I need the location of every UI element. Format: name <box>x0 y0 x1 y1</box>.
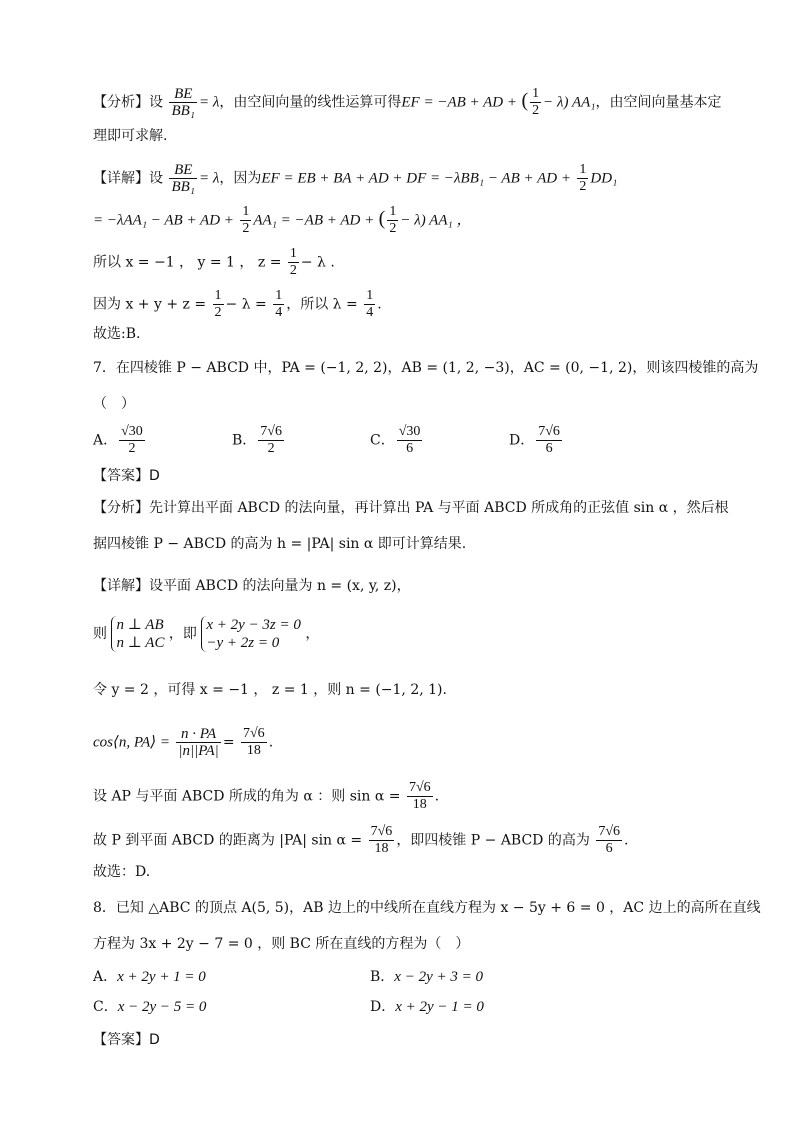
q7-option-a[interactable]: A． $\frac{√30}{2}$ <box>93 424 143 456</box>
math: − λ) AA₁ <box>543 94 596 111</box>
q7-choice: 故选：D. <box>93 864 151 880</box>
fraction: $\frac{BE}{\text{BB₁}}$ <box>171 86 195 119</box>
math: = λ <box>199 94 220 111</box>
q8-option-b[interactable]: B．x − 2y + 3 = 0 <box>370 969 483 985</box>
q6-choice: 故选:B. <box>93 326 141 342</box>
q6-analysis-line1: 【分析】设 $\frac{BE}{\text{BB₁}}$ = λ，由空间向量的线性运算可得EF = −AB + AD + ( $\frac{1}{2}$ − λ) AA₁，由空间向量基本定 <box>93 86 722 119</box>
q7-option-c[interactable]: C． $\frac{√30}{6}$ <box>370 424 421 456</box>
math: = −λAA₁ − AB + AD + <box>93 212 234 229</box>
q8-option-c[interactable]: C．x − 2y − 5 = 0 <box>93 999 207 1015</box>
q8-stem-line1: 8．已知 △ABC 的顶点 A(5, 5)，AB 边上的中线所在直线方程为 x − 5y + 6 = 0 ，AC 边上的高所在直线 <box>93 900 761 916</box>
q7-angle-line: 设 AP 与平面 ABCD 所成的角为 α ：则 sin α = $\frac{7√6}{18}$ . <box>93 780 440 812</box>
math: EF = −AB + AD + <box>401 94 517 111</box>
q7-paren: （ ） <box>93 396 135 412</box>
q7-option-b[interactable]: B． $\frac{7√6}{2}$ <box>232 424 282 456</box>
q6-detail-line2: = −λAA₁ − AB + AD + $\frac{1}{2}$ AA₁ = −AB + AD + ( $\frac{1}{2}$ − λ) AA₁ ， <box>93 204 472 236</box>
q6-analysis-line2: 理即可求解. <box>93 128 168 144</box>
fraction: $\frac{1}{2}$ <box>242 204 250 236</box>
fraction: $\frac{1}{2}$ <box>532 86 540 118</box>
analysis-text: ，由空间向量基本定 <box>595 94 722 111</box>
q7-option-d[interactable]: D． $\frac{7√6}{6}$ <box>509 424 560 456</box>
q7-distance-line: 故 P 到平面 ABCD 的距离为 |PA| sin α = $\frac{7√6}{18}$ ，即四棱锥 P − ABCD 的高为 $\frac{7√6}{6}$ . <box>93 824 629 856</box>
q6-detail-line1: 【详解】设 $\frac{BE}{\text{BB₁}}$ = λ，因为EF = EB + BA + AD + DF = −λBB₁ − AB + AD + $\frac{1}{2}$ DD₁ <box>93 162 618 195</box>
fraction: $\frac{1}{2}$ <box>579 162 587 194</box>
q7-stem: 7．在四棱锥 P − ABCD 中，PA = (−1, 2, 2)，AB = (1, 2, −3)，AC = (0, −1, 2)，则该四棱锥的高为 <box>93 360 759 376</box>
math: EF = EB + BA + AD + DF = −λBB₁ − AB + AD + <box>261 170 571 187</box>
fraction: $\frac{1}{2}$ <box>289 246 297 278</box>
analysis-tag: 【分析】 <box>93 94 149 111</box>
q6-detail-line4: 因为 x + y + z = $\frac{1}{2}$ − λ = $\frac{1}{4}$ ，所以 λ = $\frac{1}{4}$ . <box>93 288 382 320</box>
q7-cos-line: cos⟨n, PA⟩ = $\frac{n \cdot PA}{|n||PA|}$ = $\frac{7√6}{18}$ . <box>93 726 274 759</box>
q7-analysis-line1: 【分析】先计算出平面 ABCD 的法向量，再计算出 PA 与平面 ABCD 所成角的正弦值 sin α ，然后根 <box>93 500 729 516</box>
q7-detail-line1: 【详解】设平面 ABCD 的法向量为 n = (x, y, z)， <box>93 578 411 594</box>
analysis-text: ，由空间向量的线性运算可得 <box>219 94 402 111</box>
detail-tag: 【详解】 <box>93 170 149 187</box>
analysis-text: 设 <box>149 94 163 111</box>
fraction: $\frac{BE}{\text{BB₁}}$ <box>171 162 195 195</box>
q7-answer: 【答案】D <box>93 468 160 484</box>
q7-system: 则 n ⊥ AB n ⊥ AC ，即 x + 2y − 3z = 0 −y + 2z = 0 ， <box>93 617 320 651</box>
q7-let-line: 令 y = 2 ，可得 x = −1 ， z = 1 ，则 n = (−1, 2, 1). <box>93 682 447 698</box>
fraction: $\frac{1}{4}$ <box>366 288 374 320</box>
q6-detail-line3: 所以 x = −1 ， y = 1 ， z = $\frac{1}{2}$ − λ . <box>93 246 335 278</box>
q7-analysis-line2: 据四棱锥 P − ABCD 的高为 h = |PA| sin α 即可计算结果. <box>93 536 467 552</box>
q8-answer: 【答案】D <box>93 1032 160 1048</box>
fraction: $\frac{1}{2}$ <box>214 288 222 320</box>
q8-option-d[interactable]: D．x + 2y − 1 = 0 <box>370 999 484 1015</box>
fraction: $\frac{1}{4}$ <box>275 288 283 320</box>
q8-stem-line2: 方程为 3x + 2y − 7 = 0 ，则 BC 所在直线的方程为（ ） <box>93 936 470 952</box>
fraction: $\frac{1}{2}$ <box>389 204 397 236</box>
q8-option-a[interactable]: A．x + 2y + 1 = 0 <box>93 969 206 985</box>
